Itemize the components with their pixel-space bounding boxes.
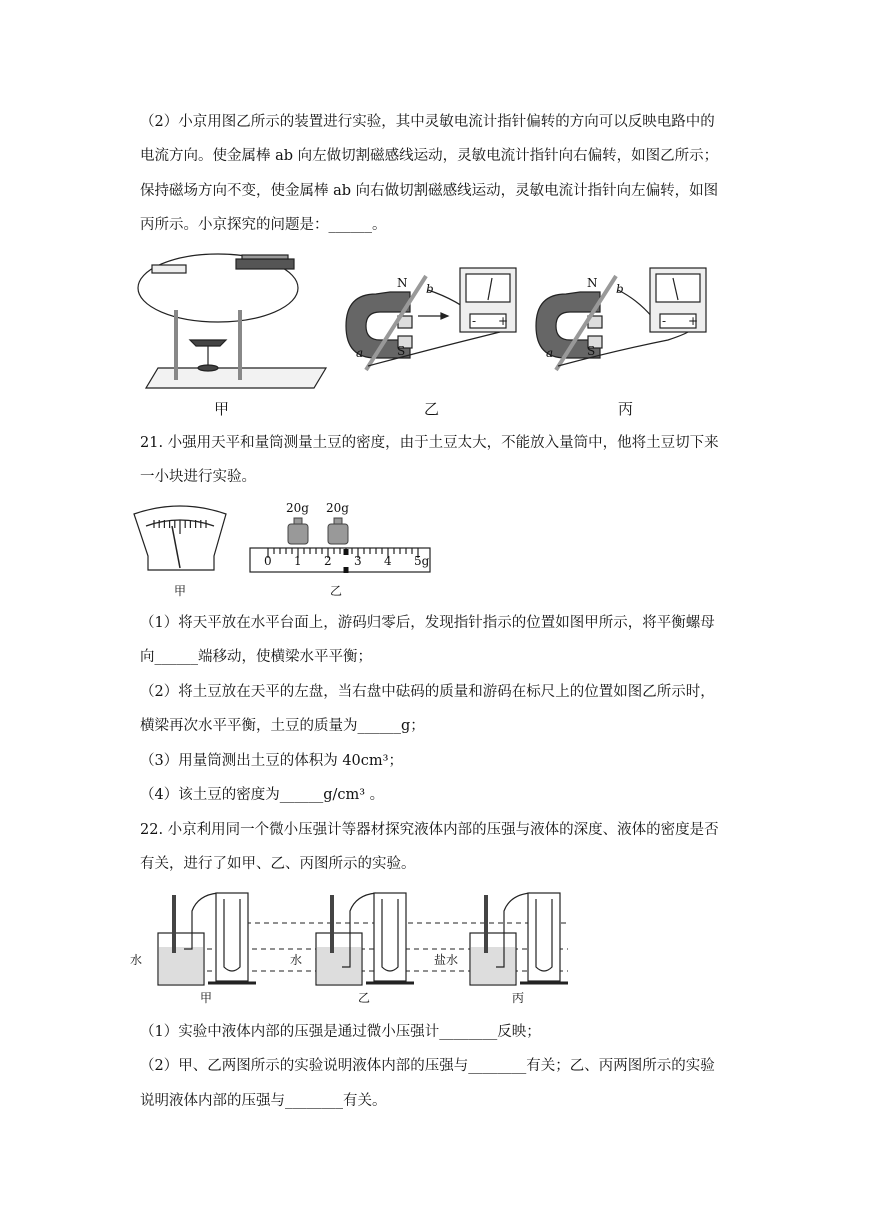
caption-pressure-bing: 丙 (512, 991, 525, 1005)
label-n-yi: N (397, 276, 408, 290)
label-s-yi: S (397, 344, 406, 358)
q21-step2-line1: （2）将土豆放在天平的左盘，当右盘中砝码的质量和游码在标尺上的位置如图乙所示时， (140, 684, 715, 700)
terminal-minus-bing: - (662, 314, 667, 328)
q21-text-line1: 21. 小强用天平和量筒测量土豆的密度，由于土豆太大，不能放入量筒中，他将土豆切下来 (140, 435, 719, 451)
q21-step1-line1: （1）将天平放在水平台面上，游码归零后，发现指针指示的位置如图甲所示，将平衡螺母 (140, 615, 715, 631)
q21-step4: （4）该土豆的密度为______g/cm³ 。 (140, 787, 385, 803)
terminal-plus-yi: + (498, 314, 509, 328)
figure-induction-experiment (128, 240, 728, 425)
weight-label-2: 20g (326, 501, 349, 515)
setup-bing (470, 893, 568, 985)
q20-text-line2: 电流方向。使金属棒 ab 向左做切割磁感线运动，灵敏电流计指针向右偏转，如图乙所示； (140, 148, 719, 164)
q22-step2-line1: （2）甲、乙两图所示的实验说明液体内部的压强与________有关；乙、丙两图所示的实验 (140, 1058, 715, 1074)
ruler-tick-label: 0 (264, 554, 272, 568)
figure-jia-apparatus (138, 254, 326, 388)
caption-pressure-jia: 甲 (200, 991, 213, 1005)
caption-jia: 甲 (214, 400, 230, 418)
figure-pressure-gauge (128, 885, 588, 1010)
q21-step2-line2: 横梁再次水平平衡，土豆的质量为______g； (140, 718, 425, 734)
ruler-tick-label: 4 (384, 554, 392, 568)
q20-text-line3: 保持磁场方向不变，使金属棒 ab 向右做切割磁感线运动，灵敏电流计指针向左偏转，如图 (140, 183, 719, 199)
liquid-label-bing: 盐水 (434, 953, 459, 967)
q22-text-line1: 22. 小京利用同一个微小压强计等器材探究液体内部的压强与液体的深度、液体的密度是否 (140, 822, 719, 838)
q21-step3: （3）用量筒测出土豆的体积为 40cm³； (140, 753, 403, 769)
caption-balance-yi: 乙 (330, 584, 343, 598)
q21-text-line2: 一小块进行实验。 (140, 469, 256, 485)
figure-balance (128, 496, 438, 606)
caption-bing: 丙 (618, 400, 634, 418)
weight-20g-left (288, 518, 308, 544)
ruler-tick-label: 1 (294, 554, 302, 568)
q22-step2-line2: 说明液体内部的压强与________有关。 (140, 1093, 387, 1109)
weight-label-1: 20g (286, 501, 309, 515)
label-a-yi: a (356, 346, 364, 360)
ruler-tick-label: 5g (414, 554, 430, 568)
liquid-label-yi: 水 (290, 953, 303, 967)
terminal-plus-bing: + (688, 314, 699, 328)
rider-marker-top (344, 549, 349, 555)
label-n-bing: N (587, 276, 598, 290)
q22-step1: （1）实验中液体内部的压强是通过微小压强计________反映； (140, 1024, 541, 1040)
weight-20g-right (328, 518, 348, 544)
label-b-bing: b (616, 282, 624, 296)
caption-balance-jia: 甲 (174, 584, 187, 598)
label-a-bing: a (546, 346, 554, 360)
q20-text-line4: 丙所示。小京探究的问题是：______。 (140, 217, 387, 233)
balance-ruler (250, 548, 430, 572)
ruler-tick-label: 3 (354, 554, 362, 568)
ruler-tick-label: 2 (324, 554, 332, 568)
caption-yi: 乙 (424, 400, 440, 418)
label-s-bing: S (587, 344, 596, 358)
rider-marker-bottom (344, 567, 349, 573)
balance-pointer-scale (134, 506, 226, 570)
q20-text-line1: （2）小京用图乙所示的装置进行实验，其中灵敏电流计指针偏转的方向可以反映电路中的 (140, 114, 715, 130)
q22-text-line2: 有关，进行了如甲、乙、丙图所示的实验。 (140, 856, 416, 872)
q21-step1-line2: 向______端移动，使横梁水平平衡； (140, 649, 372, 665)
liquid-label-jia: 水 (130, 953, 143, 967)
label-b-yi: b (426, 282, 434, 296)
terminal-minus-yi: - (472, 314, 477, 328)
caption-pressure-yi: 乙 (358, 991, 371, 1005)
